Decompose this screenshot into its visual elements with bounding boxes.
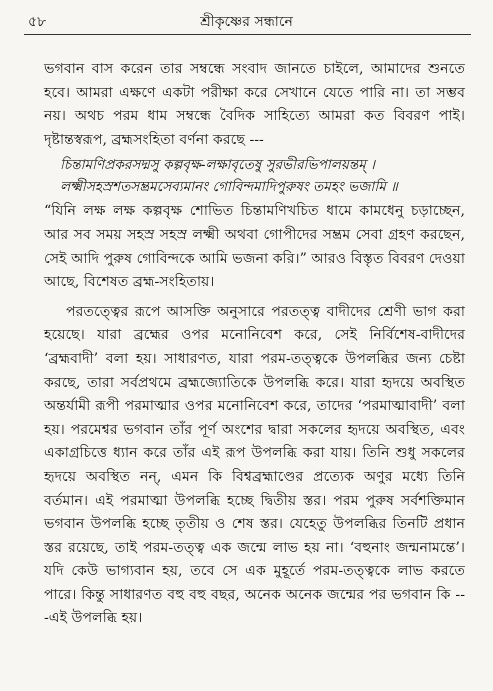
- verse-line: লক্ষ্মীসহস্রশতসম্ভ্রমসেব্যমানং গোবিন্দমাদিপুরুষং তমহং ভজামি ॥: [60, 179, 398, 196]
- page-header: [28, 10, 465, 32]
- paragraph: ভগবান বাস করেন তার সম্বন্ধে সংবাদ জানতে চাইলে, আমাদের শুনতে হবে। আমরা এক্ষণে একটা পরীক্ষা করে সেখানে যেতে পারি না। তা সম্ভব নয়। অথচ পরম ধাম সম্বন্ধে বৈদিক সাহিত্যে আমরা কত বিবরণ পাই। দৃষ্টান্তস্বরূপ, ব্রহ্মসংহিতা বর্ণনা করছে ---: [44, 61, 465, 148]
- running-title: শ্রীকৃষ্ণের সন্ধানে: [200, 14, 293, 30]
- header-rule: [24, 34, 471, 35]
- sanskrit-verse: [60, 154, 465, 198]
- page-body: [44, 58, 465, 631]
- page-number: ৫৮: [28, 14, 47, 30]
- verse-line: চিন্তামণিপ্রকরসদ্মসু কল্পবৃক্ষ-লক্ষাবৃতেষু সুরভীরভিপালয়ন্তম্ ।: [60, 157, 375, 174]
- paragraph: “যিনি লক্ষ লক্ষ কল্পবৃক্ষ শোভিত চিন্তামণিখচিত ধামে কামধেনু চড়াচ্ছেন, আর সব সময় সহস্র সহস্র লক্ষ্মী অথবা গোপীদের সম্ভ্রম সেবা গ্রহণ করছেন, সেই আদি পুরুষ গোবিন্দকে আমি ভজনা করি।” আরও বিস্তৃত বিবরণ দেওয়া আছে, বিশেষত ব্রহ্ম-সংহিতায়।: [44, 203, 465, 291]
- paragraph: পরতত্ত্বের রূপে আসক্তি অনুসারে পরতত্ত্ব বাদীদের শ্রেণী ভাগ করা হয়েছে। যারা ব্রহ্মের ওপর মনোনিবেশ করে, সেই নির্বিশেষ-বাদীদের ‘ব্রহ্মবাদী’ বলা হয়। সাধারণত, যারা পরম-তত্ত্বকে উপলব্ধির জন্য চেষ্টা করছে, তারা সর্বপ্রথমে ব্রহ্মজ্যোতিকে উপলব্ধি করে। যারা হৃদয়ে অবস্থিত অন্তর্যামী রূপী পরমাত্মার ওপর মনোনিবেশ করে, তাদের ‘পরমাত্মাবাদী’ বলা হয়। পরমেশ্বর ভগবান তাঁর পূর্ণ অংশের দ্বারা সকলের হৃদয়ে অবস্থিত, এবং একাগ্রচিত্তে ধ্যান করে তাঁর এই রূপ উপলব্ধি করা যায়। তিনি শুধু সকলের হৃদয়ে অবস্থিত নন্, এমন কি বিশ্বব্রহ্মাণ্ডের প্রত্যেক অণুর মধ্যে তিনি বর্তমান। এই পরমাত্মা উপলব্ধি হচ্ছে দ্বিতীয় স্তর। পরম পুরুষ সর্বশক্তিমান ভগবান উপলব্ধি হচ্ছে তৃতীয় ও শেষ স্তর। যেহেতু উপলব্ধির তিনটি প্রধান স্তর রয়েছে, তাই পরম-তত্ত্ব এক জন্মে লাভ হয় না। ‘বহুনাং জন্মনামন্তে’। যদি কেউ ভাগ্যবান হয়, তবে সে এক মুহূর্তে পরম-তত্ত্বকে লাভ করতে পারে। কিন্তু সাধারণত বহু বহু বছর, অনেক অনেক জন্মের পর ভগবান কি ---এই উপলব্ধি হয়।: [44, 303, 465, 627]
